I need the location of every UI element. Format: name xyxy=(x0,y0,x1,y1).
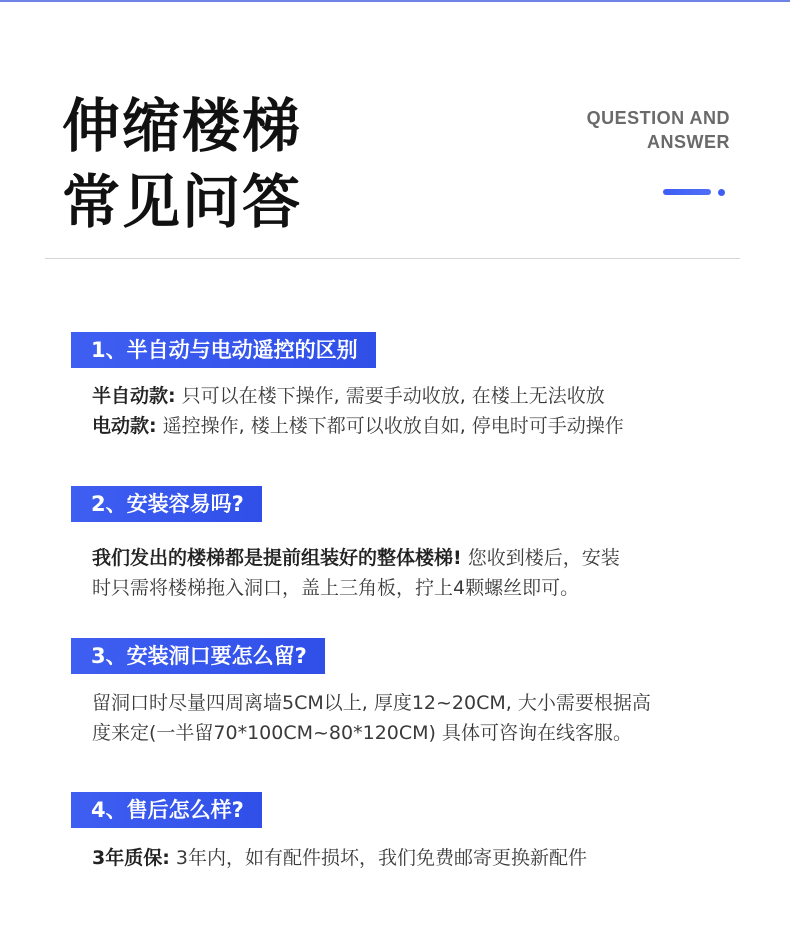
answer-text: 遥控操作, 楼上楼下都可以收放自如, 停电时可手动操作 xyxy=(156,415,624,437)
section-heading-4: 4、售后怎么样? xyxy=(71,792,262,828)
answer-label: 我们发出的楼梯都是提前组装好的整体楼梯! xyxy=(92,547,462,569)
decorative-dash xyxy=(663,189,711,195)
header-divider xyxy=(45,258,740,259)
answer-label: 电动款: xyxy=(92,415,157,437)
english-subtitle-line-2: ANSWER xyxy=(647,132,730,152)
page-title xyxy=(62,88,302,240)
section-body-2 xyxy=(92,543,732,603)
page-title-line-2: 常见问答 xyxy=(62,168,303,236)
answer-line xyxy=(92,718,732,748)
page-title-line-1: 伸缩楼梯 xyxy=(62,92,303,160)
section-body-3 xyxy=(92,688,732,748)
section-heading-2: 2、安装容易吗? xyxy=(71,486,262,522)
decorative-dot xyxy=(718,189,725,196)
section-heading-1: 1、半自动与电动遥控的区别 xyxy=(71,332,376,368)
section-body-4 xyxy=(92,843,732,873)
answer-line xyxy=(92,411,732,441)
english-subtitle xyxy=(587,106,730,154)
answer-line xyxy=(92,381,732,411)
section-heading-3: 3、安装洞口要怎么留? xyxy=(71,638,325,674)
answer-line xyxy=(92,573,732,603)
answer-label: 半自动款: xyxy=(92,385,176,407)
top-accent-line xyxy=(0,0,790,2)
answer-label: 3年质保: xyxy=(92,847,170,869)
answer-text: 只可以在楼下操作, 需要手动收放, 在楼上无法收放 xyxy=(175,385,605,407)
answer-line xyxy=(92,688,732,718)
section-body-1 xyxy=(92,381,732,441)
answer-line xyxy=(92,543,732,573)
answer-line xyxy=(92,843,732,873)
english-subtitle-line-1: QUESTION AND xyxy=(586,108,730,128)
answer-text: 度来定(一半留70*100CM~80*120CM) 具体可咨询在线客服。 xyxy=(92,722,632,744)
answer-text: 您收到楼后，安装 xyxy=(461,547,620,569)
answer-text: 时只需将楼梯拖入洞口，盖上三角板，拧上4颗螺丝即可。 xyxy=(92,577,580,599)
answer-text: 留洞口时尽量四周离墙5CM以上, 厚度12~20CM, 大小需要根据高 xyxy=(92,692,651,714)
answer-text: 3年内，如有配件损坏，我们免费邮寄更换新配件 xyxy=(169,847,587,869)
